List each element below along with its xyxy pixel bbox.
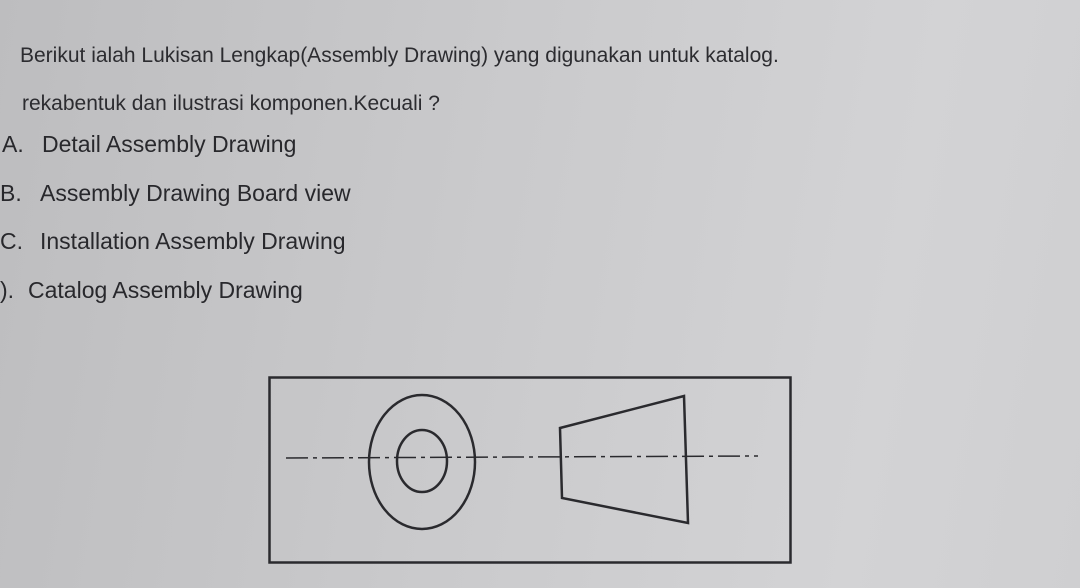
option-a-letter: A. [2, 131, 24, 157]
option-a-text: Detail Assembly Drawing [42, 131, 297, 157]
option-b-text: Assembly Drawing Board view [40, 180, 351, 206]
technical-drawing-figure [268, 376, 792, 564]
outer-circle-view [369, 395, 475, 529]
option-d-text: Catalog Assembly Drawing [28, 277, 303, 303]
question-line-1: Berikut ialah Lukisan Lengkap(Assembly Drawing) yang digunakan untuk katalog. [20, 44, 779, 67]
option-c-letter: C. [0, 228, 23, 254]
option-b-letter: B. [0, 180, 22, 206]
option-a[interactable] [2, 131, 296, 158]
centerline [286, 456, 758, 458]
drawing-border [270, 378, 791, 563]
question-line-2: rekabentuk dan ilustrasi komponen.Kecuali ? [22, 92, 440, 115]
option-c[interactable] [0, 228, 346, 255]
option-c-text: Installation Assembly Drawing [40, 228, 346, 254]
tapered-side-view [560, 396, 688, 523]
option-d[interactable] [0, 277, 303, 304]
option-b[interactable] [0, 180, 351, 207]
inner-circle-view [397, 430, 447, 492]
option-d-letter: ). [0, 277, 15, 303]
